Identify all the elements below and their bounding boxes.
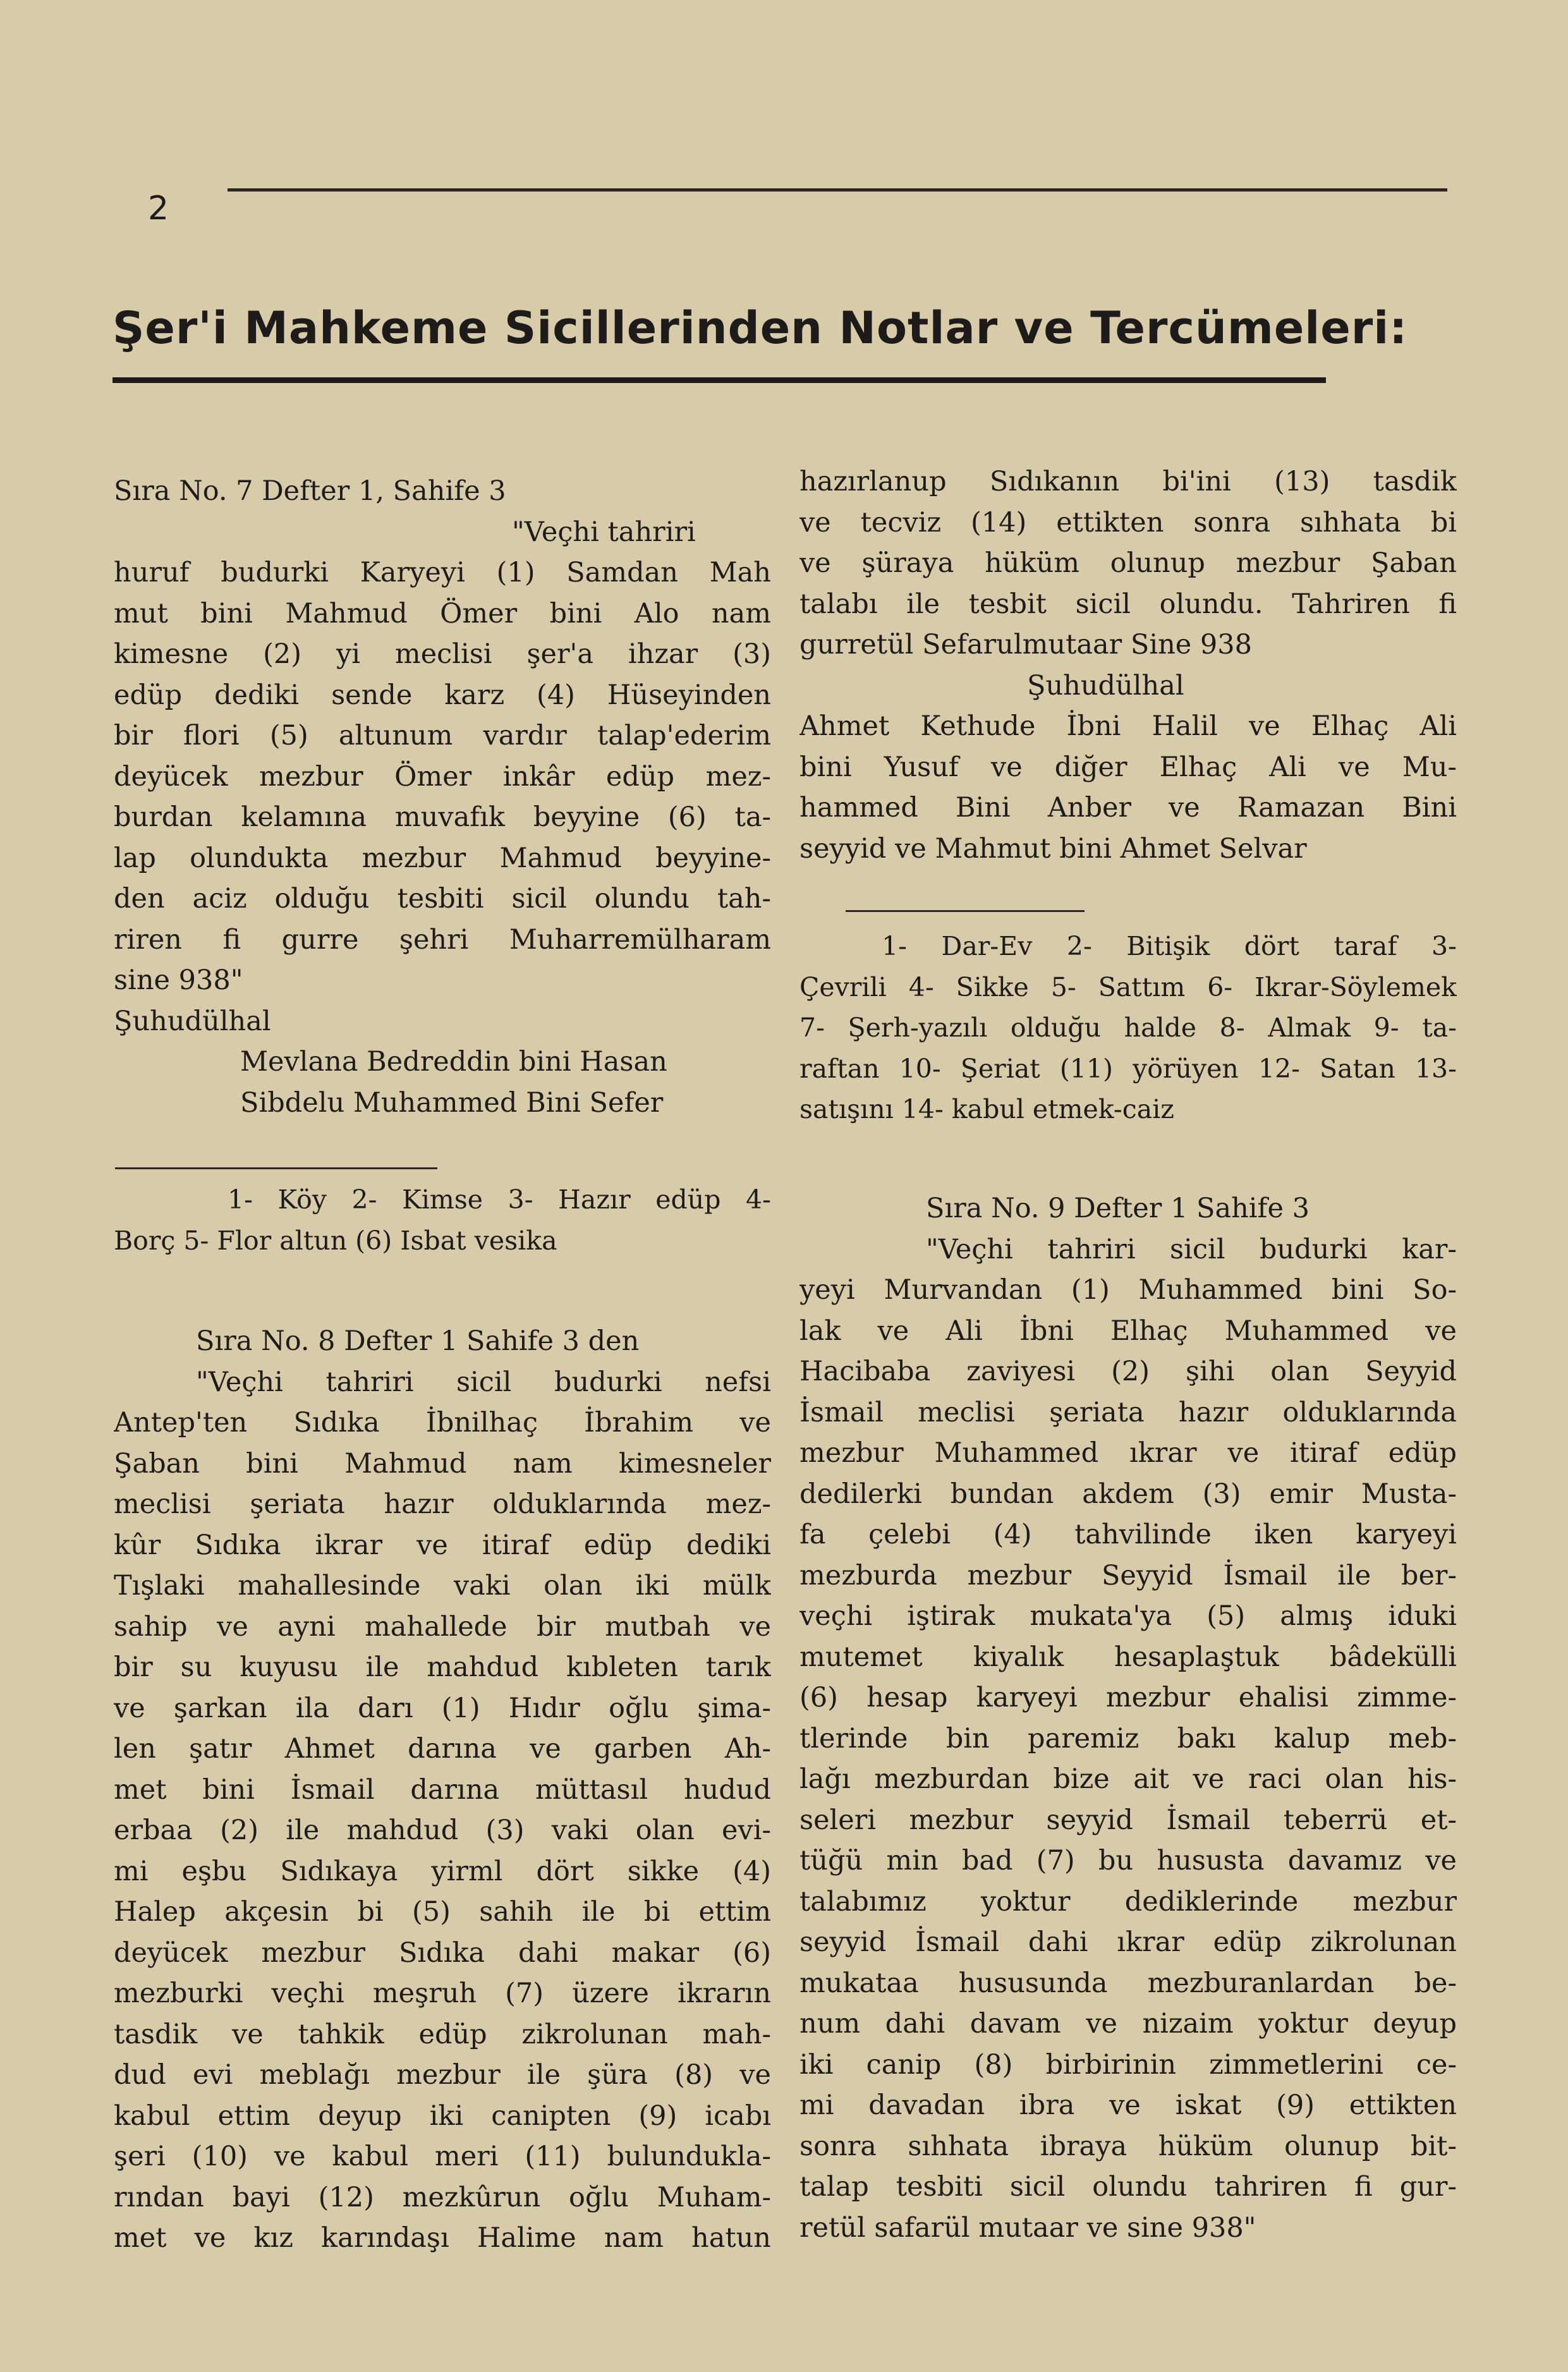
page-title: Şer'i Mahkeme Sicillerinden Notlar ve Tercümeleri: [112,302,1408,354]
text-line: met ve kız karındaşı Halime nam hatun [114,2222,771,2254]
entry-7 [114,471,771,1123]
text-line: İsmail meclisi şeriata hazır olduklarında [799,1396,1457,1428]
text-line: lap olundukta mezbur Mahmud beyyine- [114,842,771,874]
entry-heading: Sıra No. 9 Defter 1 Sahife 3 [926,1193,1310,1224]
text-line: lak ve Ali İbni Elhaç Muhammed ve [799,1315,1457,1347]
witness-line: Ahmet Kethude İbni Halil ve Elhaç Ali [799,710,1457,742]
text-line: mutemet kiyalık hesaplaştuk bâdekülli [799,1641,1457,1673]
footnote-rule [846,910,1085,912]
text-line: Tışlaki mahallesinde vaki olan iki mülk [114,1570,771,1602]
text-line: kimesne (2) yi meclisi şer'a ihzar (3) [114,638,771,670]
footnote-line: 1- Dar-Ev 2- Bitişik dört taraf 3- [882,931,1457,961]
text-line: mezburki veçhi meşruh (7) üzere ikrarın [114,1978,771,2009]
text-line: "Veçhi tahriri [512,516,696,548]
text-line: mezbur Muhammed ıkrar ve itiraf edüp [799,1437,1457,1469]
witness-line: seyyid ve Mahmut bini Ahmet Selvar [799,832,1307,865]
text-line: mukataa hususunda mezburanlardan be- [799,1967,1457,1999]
text-line: şeri (10) ve kabul meri (11) bulundukla- [114,2141,771,2172]
footnote-line: satışını 14- kabul etmek-caiz [799,1094,1174,1124]
footnote-line: raftan 10- Şeriat (11) yörüyen 12- Satan 13- [799,1053,1457,1084]
text-line: erbaa (2) ile mahdud (3) vaki olan evi- [114,1815,771,1846]
text-line: deyücek mezbur Sıdıka dahi makar (6) [114,1937,771,1969]
witness-line: bini Yusuf ve diğer Elhaç Ali ve Mu- [799,751,1457,783]
text-line: Şaban bini Mahmud nam kimesneler [114,1447,771,1480]
text-line: sahip ve ayni mahallede bir mutbah ve [114,1610,771,1643]
text-line: kûr Sıdıka ikrar ve itiraf edüp dediki [114,1529,771,1561]
text-line: seleri mezbur seyyid İsmail teberrü et- [799,1804,1457,1836]
header-rule [228,188,1447,192]
text-line: veçhi iştirak mukata'ya (5) almış iduki [799,1600,1457,1632]
witnesses-label: Şuhudülhal [1027,669,1184,702]
text-line: den aciz olduğu tesbiti sicil olundu tah- [114,883,771,915]
text-line: kabul ettim deyup iki canipten (9) icabı [114,2100,771,2132]
text-line: Hacibaba zaviyesi (2) şihi olan Seyyid [799,1356,1457,1387]
text-line: ve tecviz (14) ettikten sonra sıhhata bi [799,506,1457,538]
text-line: bir su kuyusu ile mahdud kıbleten tarık [114,1651,771,1683]
witnesses-label: Şuhudülhal [114,1005,271,1037]
footnotes-7 [114,1179,771,1261]
witness-line: hammed Bini Anber ve Ramazan Bini [799,792,1457,824]
text-line: rından bayi (12) mezkûrun oğlu Muham- [114,2181,771,2213]
text-line: talabımız yoktur dediklerinde mezbur [799,1885,1457,1918]
entry-8 [114,1321,771,2259]
text-line: met bini İsmail darına müttasıl hudud [114,1773,771,1806]
text-line: "Veçhi tahriri sicil budurki kar- [926,1233,1457,1265]
text-line: sine 938" [114,964,243,996]
text-line: yeyi Murvandan (1) Muhammed bini So- [799,1274,1457,1306]
text-line: huruf budurki Karyeyi (1) Samdan Mah [114,557,771,588]
footnote-line: Çevrili 4- Sikke 5- Sattım 6- Ikrar-Söylemek [799,971,1457,1002]
text-line: riren fi gurre şehri Muharremülharam [114,923,771,956]
text-line: mezburda mezbur Seyyid İsmail ile ber- [799,1559,1457,1591]
text-line: "Veçhi tahriri sicil budurki nefsi [196,1366,771,1398]
text-line: Halep akçesin bi (5) sahih ile bi ettim [114,1896,771,1928]
footnotes-8 [799,926,1457,1130]
entry-heading: Sıra No. 7 Defter 1, Sahife 3 [114,475,506,507]
text-line: sonra sıhhata ibraya hüküm olunup bit- [799,2130,1457,2162]
text-line: ve şüraya hüküm olunup mezbur Şaban [799,547,1457,579]
title-underline [112,377,1326,383]
footnote-line: 7- Şerh-yazılı olduğu halde 8- Almak 9- ta- [799,1013,1457,1043]
text-line: seyyid İsmail dahi ıkrar edüp zikrolunan [799,1926,1457,1958]
text-line: tlerinde bin paremiz bakı kalup meb- [799,1722,1457,1755]
right-column [799,461,1457,869]
text-line: mut bini Mahmud Ömer bini Alo nam [114,597,771,629]
text-line: (6) hesap karyeyi mezbur ehalisi zimme- [799,1682,1457,1713]
footnote-line: Borç 5- Flor altun (6) Isbat vesika [114,1225,557,1256]
page-number: 2 [148,190,169,228]
witness-name: Sibdelu Muhammed Bini Sefer [240,1086,664,1119]
text-line: Antep'ten Sıdıka İbnilhaç İbrahim ve [114,1407,771,1438]
text-line: len şatır Ahmet darına ve garben Ah- [114,1733,771,1765]
text-line: hazırlanup Sıdıkanın bi'ini (13) tasdik [799,466,1457,497]
text-line: tüğü min bad (7) bu hususta davamız ve [799,1845,1457,1876]
text-line: num dahi davam ve nizaim yoktur deyup [799,2008,1457,2040]
text-line: gurretül Sefarulmutaar Sine 938 [799,629,1252,660]
text-line: burdan kelamına muvafık beyyine (6) ta- [114,801,771,833]
text-line: dedilerki bundan akdem (3) emir Musta- [799,1478,1457,1510]
text-line: deyücek mezbur Ömer inkâr edüp mez- [114,760,771,793]
text-line: fa çelebi (4) tahvilinde iken karyeyi [799,1519,1457,1550]
text-line: mi eşbu Sıdıkaya yirml dört sikke (4) [114,1855,771,1887]
text-line: tasdik ve tahkik edüp zikrolunan mah- [114,2018,771,2050]
text-line: iki canip (8) birbirinin zimmetlerini ce- [799,2048,1457,2081]
footnote-line: 1- Köy 2- Kimse 3- Hazır edüp 4- [228,1184,771,1215]
text-line: talap tesbiti sicil olundu tahriren fi gur- [799,2171,1457,2203]
left-column [114,471,771,1123]
text-line: ve şarkan ila darı (1) Hıdır oğlu şima- [114,1692,771,1724]
text-line: dud evi meblağı mezbur ile şüra (8) ve [114,2059,771,2091]
text-line: mi davadan ibra ve iskat (9) ettikten [799,2089,1457,2121]
text-line: retül safarül mutaar ve sine 938" [799,2211,1256,2244]
footnote-rule [115,1167,437,1169]
witness-name: Mevlana Bedreddin bini Hasan [240,1046,667,1078]
text-line: bir flori (5) altunum vardır talap'ederim [114,720,771,751]
text-line: edüp dediki sende karz (4) Hüseyinden [114,679,771,711]
text-line: lağı mezburdan bize ait ve raci olan his- [799,1763,1457,1795]
text-line: meclisi şeriata hazır olduklarında mez- [114,1488,771,1520]
entry-heading: Sıra No. 8 Defter 1 Sahife 3 den [196,1325,640,1357]
text-line: talabı ile tesbit sicil olundu. Tahriren fi [799,588,1457,620]
entry-9 [799,1188,1457,2248]
